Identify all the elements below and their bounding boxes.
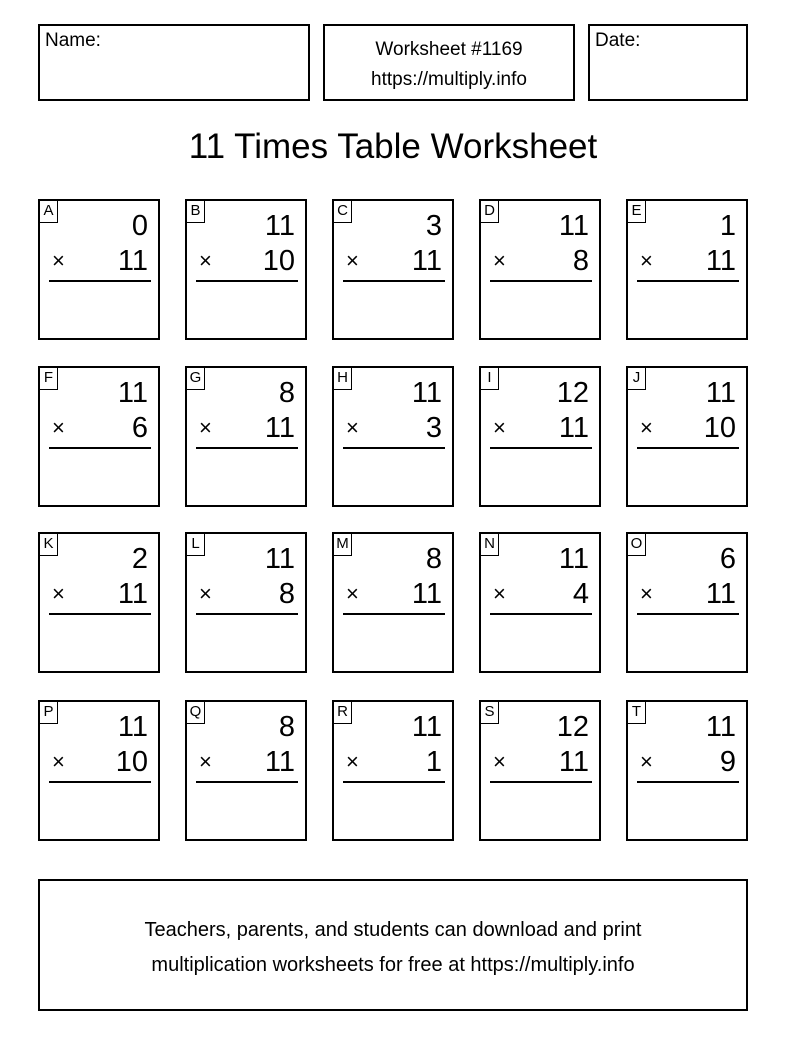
problem-card[interactable]: [38, 366, 160, 507]
multiplicand: 0: [131, 210, 148, 242]
footer-line-2: multiplication worksheets for free at https://multiply.info: [151, 954, 635, 976]
multiplicand: 8: [278, 377, 295, 409]
multiplicand: 11: [705, 377, 736, 409]
times-sign: ×: [52, 749, 65, 774]
problem-letter: K: [40, 534, 58, 556]
problem-letter: H: [334, 368, 352, 390]
times-sign: ×: [52, 415, 65, 440]
multiplicand: 11: [411, 377, 442, 409]
multiplicand: 8: [425, 543, 442, 575]
multiplier: 1: [425, 746, 442, 778]
problem-card[interactable]: [332, 700, 454, 841]
answer-line: [490, 613, 592, 615]
multiplicand: 6: [719, 543, 736, 575]
answer-line: [490, 280, 592, 282]
multiplicand: 3: [425, 210, 442, 242]
multiplicand: 2: [131, 543, 148, 575]
multiplicand: 11: [558, 543, 589, 575]
times-sign: ×: [493, 248, 506, 273]
times-sign: ×: [199, 248, 212, 273]
answer-line: [49, 280, 151, 282]
problem-letter: A: [40, 201, 58, 223]
multiplier: 11: [705, 578, 736, 610]
problem-letter: D: [481, 201, 499, 223]
problem-letter: L: [187, 534, 205, 556]
answer-line: [343, 280, 445, 282]
problem-letter: I: [481, 368, 499, 390]
answer-line: [49, 447, 151, 449]
answer-line: [490, 781, 592, 783]
answer-line: [196, 781, 298, 783]
problem-card[interactable]: [479, 532, 601, 673]
problem-card[interactable]: [185, 366, 307, 507]
multiplicand: 11: [705, 711, 736, 743]
problem-card[interactable]: [479, 700, 601, 841]
answer-line: [196, 280, 298, 282]
answer-line: [637, 781, 739, 783]
multiplier: 6: [131, 412, 148, 444]
multiplier: 10: [115, 746, 148, 778]
multiplicand: 11: [264, 210, 295, 242]
answer-line: [49, 781, 151, 783]
times-sign: ×: [346, 248, 359, 273]
times-sign: ×: [52, 581, 65, 606]
answer-line: [196, 613, 298, 615]
problem-letter: S: [481, 702, 499, 724]
footer-line-1: Teachers, parents, and students can download and print: [144, 919, 642, 941]
answer-line: [343, 781, 445, 783]
problem-card[interactable]: [479, 366, 601, 507]
multiplicand: 11: [411, 711, 442, 743]
multiplier: 11: [264, 746, 295, 778]
times-sign: ×: [199, 415, 212, 440]
times-sign: ×: [640, 415, 653, 440]
multiplier: 9: [719, 746, 736, 778]
answer-line: [637, 447, 739, 449]
answer-line: [637, 280, 739, 282]
times-sign: ×: [346, 749, 359, 774]
problem-letter: J: [628, 368, 646, 390]
multiplicand: 12: [556, 711, 589, 743]
times-sign: ×: [493, 581, 506, 606]
problem-letter: Q: [187, 702, 205, 724]
problem-letter: O: [628, 534, 646, 556]
answer-line: [343, 613, 445, 615]
times-sign: ×: [640, 581, 653, 606]
problem-card[interactable]: [626, 366, 748, 507]
multiplier: 11: [117, 578, 148, 610]
problem-card[interactable]: [38, 532, 160, 673]
multiplicand: 11: [558, 210, 589, 242]
times-sign: ×: [493, 415, 506, 440]
name-label: Name:: [45, 30, 101, 51]
multiplicand: 11: [264, 543, 295, 575]
worksheet-url: https://multiply.info: [371, 69, 527, 90]
multiplicand: 11: [117, 377, 148, 409]
problem-card[interactable]: [479, 199, 601, 340]
answer-line: [343, 447, 445, 449]
multiplier: 4: [572, 578, 589, 610]
problem-letter: G: [187, 368, 205, 390]
page-title: 11 Times Table Worksheet: [188, 127, 598, 166]
problem-letter: E: [628, 201, 646, 223]
times-sign: ×: [346, 415, 359, 440]
problem-letter: N: [481, 534, 499, 556]
answer-line: [490, 447, 592, 449]
multiplicand: 8: [278, 711, 295, 743]
problem-card[interactable]: [38, 700, 160, 841]
multiplier: 11: [705, 245, 736, 277]
multiplier: 11: [411, 245, 442, 277]
times-sign: ×: [493, 749, 506, 774]
footer-box: [38, 879, 748, 1011]
problem-card[interactable]: [626, 199, 748, 340]
problem-card[interactable]: [185, 532, 307, 673]
problem-card[interactable]: [185, 700, 307, 841]
problem-letter: C: [334, 201, 352, 223]
multiplier: 11: [264, 412, 295, 444]
answer-line: [196, 447, 298, 449]
times-sign: ×: [199, 581, 212, 606]
multiplier: 11: [117, 245, 148, 277]
problem-letter: M: [334, 534, 352, 556]
multiplicand: 11: [117, 711, 148, 743]
times-sign: ×: [346, 581, 359, 606]
answer-line: [637, 613, 739, 615]
problem-letter: P: [40, 702, 58, 724]
problem-card[interactable]: [626, 700, 748, 841]
multiplier: 10: [703, 412, 736, 444]
problem-card[interactable]: [332, 199, 454, 340]
answer-line: [49, 613, 151, 615]
date-label: Date:: [595, 30, 641, 51]
problem-card[interactable]: [332, 366, 454, 507]
multiplier: 11: [558, 412, 589, 444]
multiplier: 10: [262, 245, 295, 277]
multiplier: 3: [425, 412, 442, 444]
multiplicand: 12: [556, 377, 589, 409]
problem-card[interactable]: [626, 532, 748, 673]
worksheet-number: Worksheet #1169: [375, 39, 523, 60]
multiplier: 8: [572, 245, 589, 277]
problem-card[interactable]: [185, 199, 307, 340]
multiplicand: 1: [719, 210, 736, 242]
times-sign: ×: [640, 749, 653, 774]
problem-letter: B: [187, 201, 205, 223]
problem-card[interactable]: [38, 199, 160, 340]
multiplier: 11: [558, 746, 589, 778]
multiplier: 11: [411, 578, 442, 610]
times-sign: ×: [52, 248, 65, 273]
times-sign: ×: [199, 749, 212, 774]
problem-letter: T: [628, 702, 646, 724]
multiplier: 8: [278, 578, 295, 610]
times-sign: ×: [640, 248, 653, 273]
problem-card[interactable]: [332, 532, 454, 673]
problem-letter: F: [40, 368, 58, 390]
problem-letter: R: [334, 702, 352, 724]
